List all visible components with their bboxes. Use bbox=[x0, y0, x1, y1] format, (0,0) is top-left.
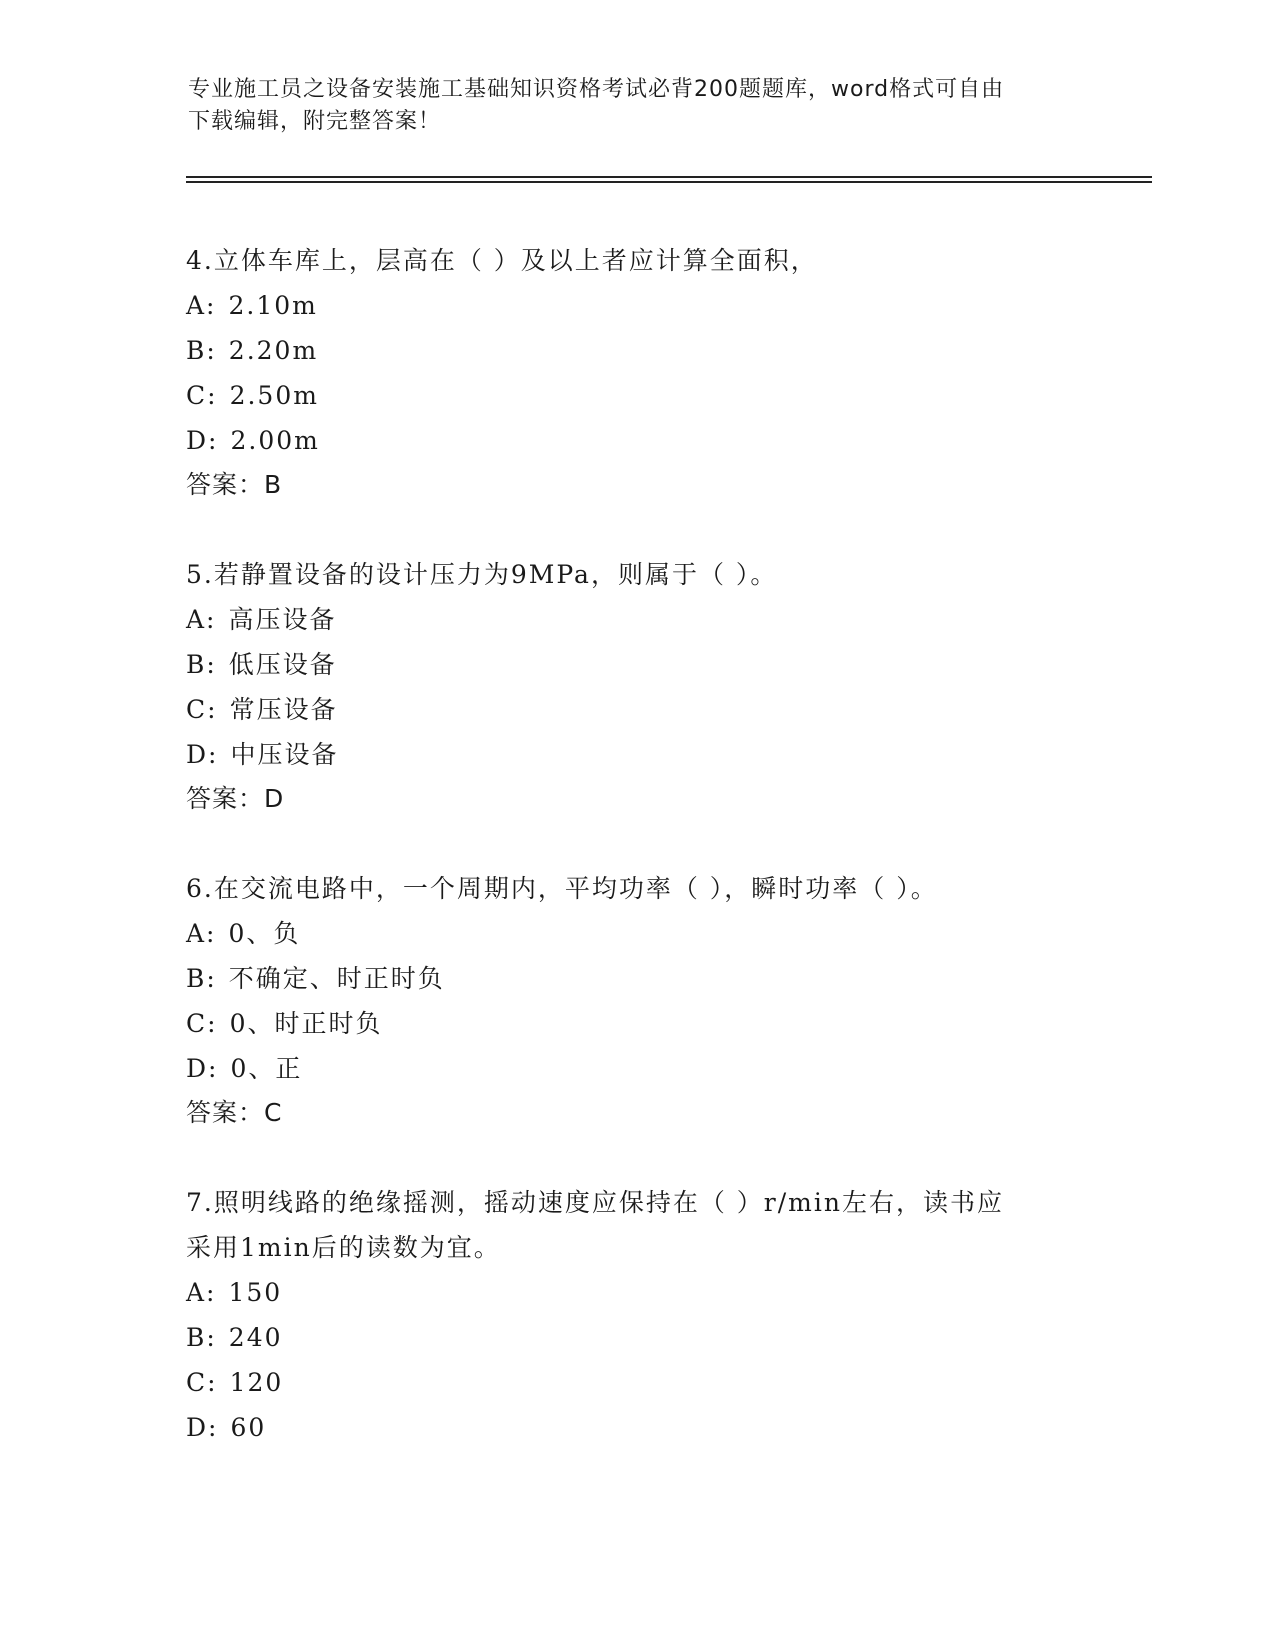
option-letter: D: bbox=[186, 1054, 219, 1083]
option-row bbox=[186, 1315, 1086, 1360]
option-row bbox=[186, 1270, 1086, 1315]
option-text: 2.20m bbox=[228, 336, 319, 365]
option-letter: A: bbox=[186, 1278, 217, 1307]
option-row bbox=[186, 687, 1086, 732]
option-row bbox=[186, 1046, 1086, 1091]
option-letter: B: bbox=[186, 1323, 217, 1352]
option-letter: A: bbox=[186, 605, 217, 634]
option-text: 240 bbox=[228, 1323, 283, 1352]
option-letter: C: bbox=[186, 1009, 218, 1038]
option-text: 150 bbox=[228, 1278, 283, 1307]
question-block bbox=[186, 552, 1086, 821]
option-text: 2.00m bbox=[230, 426, 320, 455]
answer-line: 答案：B bbox=[186, 470, 283, 499]
question-stem bbox=[186, 866, 1066, 911]
question-list bbox=[186, 238, 1086, 1495]
option-text: 2.10m bbox=[228, 291, 318, 320]
option-row bbox=[186, 597, 1086, 642]
header-line-2: 下载编辑，附完整答案！ bbox=[188, 109, 442, 134]
header-divider-bottom bbox=[186, 181, 1152, 183]
option-letter: C: bbox=[186, 381, 218, 410]
option-text: 0、时正时负 bbox=[229, 1009, 383, 1038]
option-row bbox=[186, 642, 1086, 687]
option-text: 中压设备 bbox=[230, 740, 339, 769]
option-text: 0、正 bbox=[230, 1054, 303, 1083]
option-text: 0、负 bbox=[228, 919, 301, 948]
option-letter: B: bbox=[186, 650, 217, 679]
option-row bbox=[186, 1001, 1086, 1046]
option-text: 2.50m bbox=[229, 381, 319, 410]
option-row bbox=[186, 732, 1086, 777]
question-stem-line: 采用1min后的读数为宜。 bbox=[186, 1233, 501, 1262]
question-stem-line: 5.若静置设备的设计压力为9MPa，则属于（ ）。 bbox=[186, 560, 778, 589]
option-row bbox=[186, 1360, 1086, 1405]
question-block bbox=[186, 238, 1086, 507]
option-text: 120 bbox=[229, 1368, 284, 1397]
option-letter: A: bbox=[186, 919, 217, 948]
option-text: 不确定、时正时负 bbox=[228, 964, 445, 993]
option-letter: B: bbox=[186, 336, 217, 365]
option-row bbox=[186, 956, 1086, 1001]
header-line-1: 专业施工员之设备安装施工基础知识资格考试必背200题题库，word格式可自由 bbox=[188, 77, 1005, 102]
option-letter: D: bbox=[186, 1413, 219, 1442]
question-stem bbox=[186, 552, 1066, 597]
option-row bbox=[186, 328, 1086, 373]
answer-line: 答案：C bbox=[186, 1098, 283, 1127]
option-row bbox=[186, 283, 1086, 328]
answer-line: 答案：D bbox=[186, 784, 285, 813]
option-letter: A: bbox=[186, 291, 217, 320]
option-text: 常压设备 bbox=[229, 695, 338, 724]
header-divider-top bbox=[186, 176, 1152, 178]
question-stem-line: 6.在交流电路中，一个周期内，平均功率（ ），瞬时功率（ ）。 bbox=[186, 874, 938, 903]
option-letter: B: bbox=[186, 964, 217, 993]
option-letter: D: bbox=[186, 740, 219, 769]
option-letter: C: bbox=[186, 1368, 218, 1397]
option-row bbox=[186, 911, 1086, 956]
question-block bbox=[186, 866, 1086, 1135]
document-header bbox=[188, 74, 1068, 138]
question-stem bbox=[186, 1180, 1066, 1270]
option-letter: C: bbox=[186, 695, 218, 724]
question-block bbox=[186, 1180, 1086, 1450]
question-stem-line: 4.立体车库上，层高在（ ）及以上者应计算全面积， bbox=[186, 246, 818, 275]
option-text: 60 bbox=[230, 1413, 267, 1442]
option-text: 高压设备 bbox=[228, 605, 337, 634]
option-row bbox=[186, 373, 1086, 418]
question-stem bbox=[186, 238, 1066, 283]
option-letter: D: bbox=[186, 426, 219, 455]
option-row bbox=[186, 418, 1086, 463]
option-text: 低压设备 bbox=[228, 650, 337, 679]
option-row bbox=[186, 1405, 1086, 1450]
question-stem-line: 7.照明线路的绝缘摇测，摇动速度应保持在（ ）r/min左右，读书应 bbox=[186, 1188, 1004, 1217]
